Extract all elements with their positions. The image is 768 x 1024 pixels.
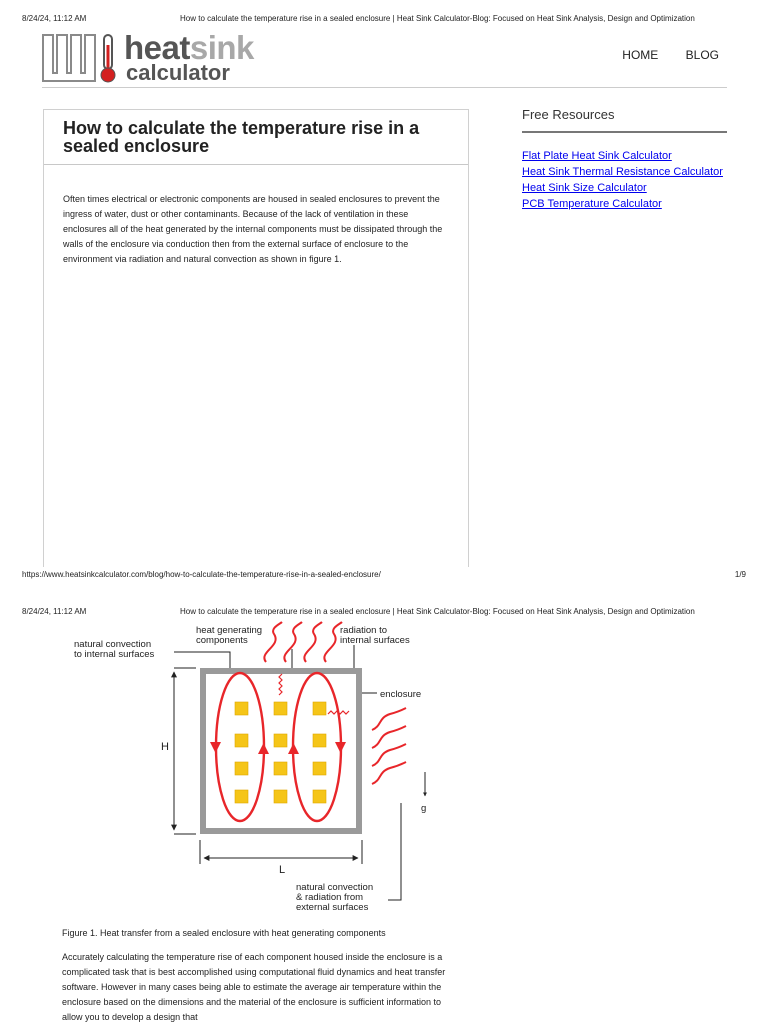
sidebar-title: Free Resources: [522, 107, 615, 122]
external-radiation-waves: [264, 622, 342, 662]
main-nav: [598, 48, 719, 62]
label-length: L: [279, 864, 286, 876]
external-convection-waves: [372, 708, 406, 784]
print-url: https://www.heatsinkcalculator.com/blog/how-to-calculate-the-temperature-rise-in-a-sealed-enclosure/: [22, 570, 381, 579]
print-page-2: [0, 600, 768, 1024]
label-radiation-2: internal surfaces: [340, 635, 410, 646]
title-divider: [44, 164, 468, 165]
article-paragraph-2: Accurately calculating the temperature rise of each component housed inside the enclosure is a complicated task that is best accomplished using computational fluid dynamics and heat transfer software. However in many cases being able to estimate the average air temperature within the enclosure based on the dimensions and the material of the enclosure is sufficient information to allow you to develop a design that: [62, 952, 446, 1022]
label-heat-generating-2: components: [196, 635, 248, 646]
label-radiation: radiation to: [340, 625, 388, 636]
nav-home[interactable]: HOME: [622, 48, 659, 62]
label-external-3: external surfaces: [296, 902, 369, 913]
header-divider: [42, 87, 727, 88]
site-logo[interactable]: [42, 31, 272, 83]
page-separator: [0, 584, 768, 598]
label-external-2: & radiation from: [296, 892, 364, 903]
label-natural-convection-internal: natural convection: [74, 639, 152, 650]
print-header: [22, 14, 746, 26]
logo-subtitle: calculator: [126, 60, 230, 85]
print-page-number: 1/9: [734, 570, 746, 579]
article-intro: Often times electrical or electronic components are housed in sealed enclosures to prevent the ingress of water, dust or other contaminants. Because of the lack of ventilation in these enclosures all of the heat generated by the internal components must be dissipated through the walls of the enclosure via conduction then from the external surface of enclosure to the environment via radiation and natural convection as shown in figure 1.: [63, 194, 443, 264]
enclosure-figure: [60, 618, 450, 918]
article-title: How to calculate the temperature rise in a sealed enclosure: [63, 118, 420, 156]
sidebar-divider: [522, 131, 727, 133]
logo-wordmark: heatsink: [124, 29, 254, 66]
heatsink-logo-icon: [42, 31, 122, 83]
nav-blog[interactable]: BLOG: [685, 48, 719, 62]
print-date: 8/24/24, 11:12 AM: [22, 607, 87, 616]
print-date: 8/24/24, 11:12 AM: [22, 14, 87, 23]
sidebar-link-flat-plate[interactable]: Flat Plate Heat Sink Calculator: [522, 150, 672, 162]
sidebar-link-thermal-resistance[interactable]: Heat Sink Thermal Resistance Calculator: [522, 166, 723, 178]
label-height: H: [161, 741, 169, 753]
figure-caption: Figure 1. Heat transfer from a sealed enclosure with heat generating components: [62, 928, 386, 938]
article-card: [43, 109, 469, 567]
label-external: natural convection: [296, 882, 374, 893]
label-gravity: g: [421, 803, 427, 814]
print-footer: [22, 570, 746, 582]
label-enclosure: enclosure: [380, 689, 422, 700]
sidebar-link-size[interactable]: Heat Sink Size Calculator: [522, 182, 647, 194]
print-title: How to calculate the temperature rise in a sealed enclosure | Heat Sink Calculator-Blog: Focused on Heat Sink Analysis, Design and Optimization: [180, 607, 695, 616]
label-heat-generating: heat generating: [196, 625, 263, 636]
print-title: How to calculate the temperature rise in a sealed enclosure | Heat Sink Calculator-Blog: Focused on Heat Sink Analysis, Design and Optimization: [180, 14, 695, 23]
sidebar-links: [522, 148, 723, 212]
sidebar-link-pcb[interactable]: PCB Temperature Calculator: [522, 198, 662, 210]
label-natural-convection-internal-2: to internal surfaces: [74, 649, 155, 660]
